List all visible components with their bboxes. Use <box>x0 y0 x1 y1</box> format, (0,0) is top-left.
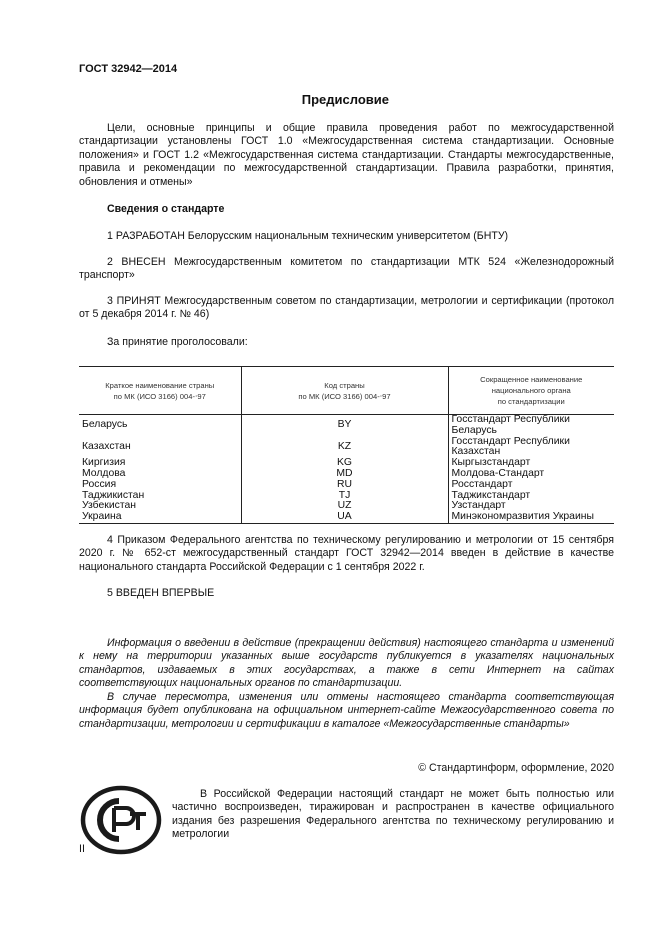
copyright-line: © Стандартинформ, оформление, 2020 <box>418 762 614 774</box>
body-cell: Минэкономразвития Украины <box>448 512 614 523</box>
item-adopted: 3 ПРИНЯТ Межгосударственным советом по стандартизации, метрологии и сертификации (протокол от 5 декабря 2014 г. № 46) <box>79 295 614 321</box>
country-cell: Беларусь <box>82 419 128 431</box>
table-header-row <box>79 367 614 415</box>
voting-table <box>79 366 614 524</box>
section-title: Предисловие <box>301 92 389 107</box>
code-cell: TJ <box>241 491 448 502</box>
header-code: Код страны по МК (ИСО 3166) 004‐‧97 <box>241 367 448 415</box>
item-order: 4 Приказом Федерального агентства по техническому регулированию и метрологии от 15 сентября 2020 г. № 652-ст межгосударственный стандарт ГОСТ 32942—2014 введен в действие в качестве национального стандарта Российской Федерации с 1 сентября 2022 г. <box>79 534 614 573</box>
code-cell: KZ <box>241 437 448 459</box>
code-cell: UA <box>241 512 448 523</box>
code-cell: RU <box>241 480 448 491</box>
header-country: Краткое наименование страны по МК (ИСО 3166) 004‐‧97 <box>79 367 241 415</box>
gost-r-emblem-icon <box>80 784 162 856</box>
voted-label: За принятие проголосовали: <box>107 336 248 348</box>
table-row <box>79 480 614 491</box>
code-cell: MD <box>241 469 448 480</box>
item-first-time: 5 ВВЕДЕН ВПЕРВЫЕ <box>107 587 215 599</box>
page-number: II <box>79 843 85 855</box>
body-cell: Узстандарт <box>448 501 614 512</box>
table-row <box>79 512 614 523</box>
code-cell: KG <box>241 458 448 469</box>
body-cell: Росстандарт <box>448 480 614 491</box>
table-row <box>79 437 614 459</box>
gost-r-logo <box>80 784 162 856</box>
country-cell: Киргизия <box>82 457 126 469</box>
body-cell: Госстандарт Республики Казахстан <box>448 437 614 459</box>
item-developed: 1 РАЗРАБОТАН Белорусским национальным техническим университетом (БНТУ) <box>107 230 509 242</box>
country-cell: Молдова <box>82 467 126 479</box>
notice-paragraph-1: Информация о введении в действие (прекращении действия) настоящего стандарта и изменений к нему на территории указанных выше государств публикуется в указателях национальных стандартов, издаваемых в этих государствах, а также в сети Интернет на сайтах соответствующих национальных органов по стандартизации. <box>79 637 614 690</box>
country-cell: Казахстан <box>82 440 131 452</box>
notice-paragraph-2: В случае пересмотра, изменения или отмены настоящего стандарта соответствующая информация будет опубликована на официальном интернет-сайте Межгосударственного совета по стандартизации, метрологии и сертификации в каталоге «Межгосударственные стандарты» <box>79 691 614 730</box>
reproduction-notice: В Российской Федерации настоящий стандарт не может быть полностью или частично воспроизведен, тиражирован и распространен в качестве официального издания без разрешения Федерального агентства по техническому регулированию и метрологии <box>172 788 614 841</box>
country-cell: Таджикистан <box>82 489 145 501</box>
body-cell: Таджикстандарт <box>448 491 614 502</box>
body-cell: Молдова-Стандарт <box>448 469 614 480</box>
standard-id-header: ГОСТ 32942—2014 <box>79 63 178 75</box>
header-body: Сокращенное наименование национального органа по стандартизации <box>448 367 614 415</box>
country-cell: Узбекистан <box>82 500 136 512</box>
body-cell: Кыргызстандарт <box>448 458 614 469</box>
table-row <box>79 415 614 437</box>
intro-paragraph: Цели, основные принципы и общие правила проведения работ по межгосударственной стандартизации установлены ГОСТ 1.0 «Межгосударственная система стандартизации. Основные положения» и ГОСТ 1.2 «Межгосударственная система стандартизации. Стандарты межгосударственные, правила и рекомендации по межгосударственной стандартизации. Правила разработки, принятия, обновления и отмены» <box>79 122 614 188</box>
code-cell: BY <box>241 415 448 437</box>
code-cell: UZ <box>241 501 448 512</box>
item-introduced: 2 ВНЕСЕН Межгосударственным комитетом по стандартизации МТК 524 «Железнодорожный транспорт» <box>79 256 614 282</box>
country-cell: Россия <box>82 478 117 490</box>
info-heading: Сведения о стандарте <box>107 203 225 215</box>
body-cell: Госстандарт Республики Беларусь <box>448 415 614 437</box>
country-cell: Украина <box>79 512 241 523</box>
